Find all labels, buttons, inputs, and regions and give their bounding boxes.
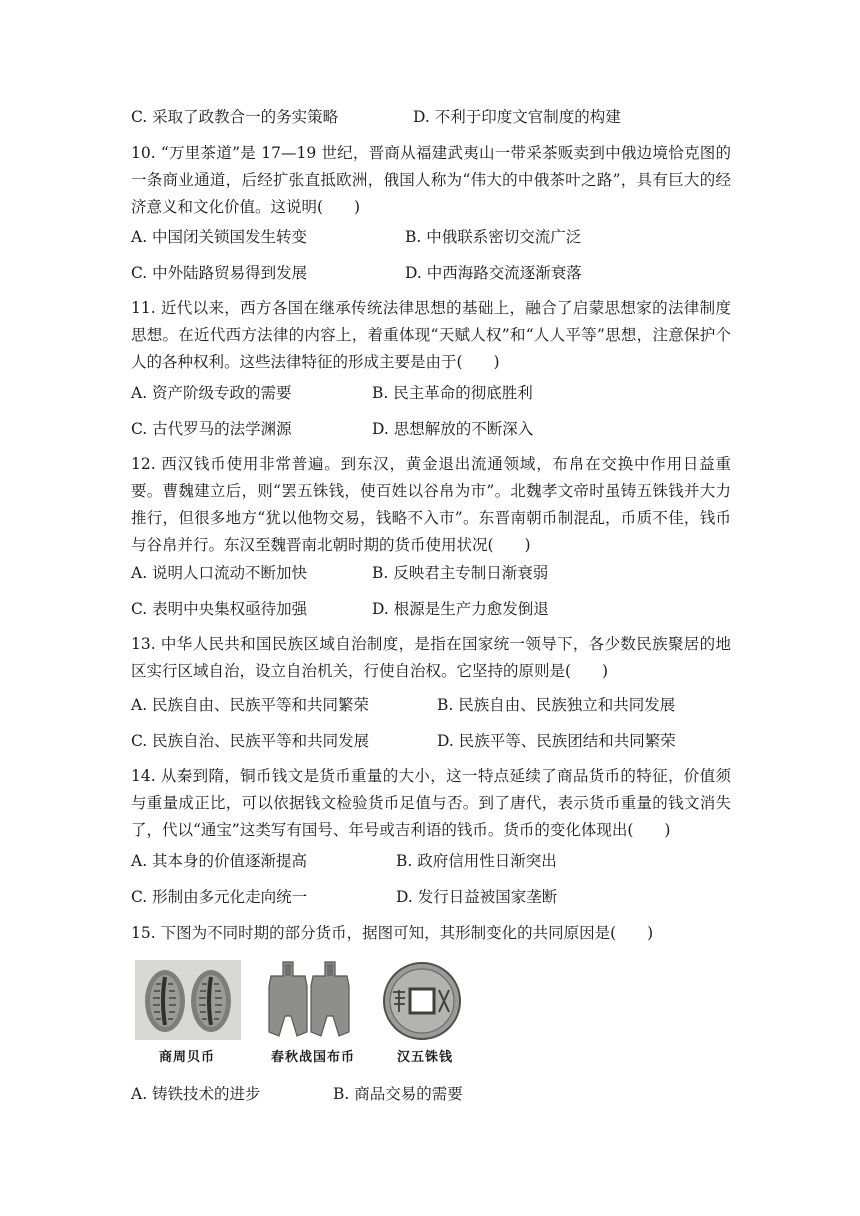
q13-option-d: D. 民族平等、民族团结和共同繁荣: [437, 732, 676, 750]
q13-stem: 13. 中华人民共和国民族区域自治制度，是指在国家统一领导下，各少数民族聚居的地区实行区域自治，设立自治机关，行使自治权。它坚持的原则是( ): [131, 635, 731, 680]
q10-option-d: D. 中西海路交流逐渐衰落: [405, 264, 582, 282]
q14-stem: 14. 从秦到隋，铜币钱文是货币重量的大小，这一特点延续了商品货币的特征，价值须与重量成正比，可以依据钱文检验货币足值与否。到了唐代，表示货币重量的钱文消失了，代以“通宝”这类写有国号、年号或吉利语的钱币。货币的变化体现出( ): [131, 767, 731, 839]
q10-option-b: B. 中俄联系密切交流广泛: [405, 228, 582, 246]
q11-option-a: A. 资产阶级专政的需要: [131, 384, 292, 402]
currency-figure: [131, 958, 471, 1068]
q11-option-b: B. 民主革命的彻底胜利: [372, 384, 533, 402]
q15-stem: 15. 下图为不同时期的部分货币，据图可知，其形制变化的共同原因是( ): [131, 924, 654, 942]
q10-stem: 10. “万里茶道”是 17—19 世纪，晋商从福建武夷山一带采茶贩卖到中俄边境恰克图的一条商业通道，后经扩张直抵欧洲，俄国人称为“伟大的中俄茶叶之路”，具有巨大的经济意义和文化价值。这说明( ): [131, 144, 731, 216]
q15-option-a: A. 铸铁技术的进步: [131, 1085, 261, 1103]
q10-option-a: A. 中国闭关锁国发生转变: [131, 228, 308, 246]
caption-spade-money: 春秋战国布币: [271, 1050, 356, 1065]
q9-option-c: C. 采取了政教合一的务实策略: [131, 108, 339, 126]
q14-option-b: B. 政府信用性日渐突出: [396, 852, 557, 870]
q13-option-c: C. 民族自治、民族平等和共同发展: [131, 732, 370, 750]
q15-option-b: B. 商品交易的需要: [333, 1085, 463, 1103]
spade-money-image: [263, 958, 367, 1042]
q10-option-c: C. 中外陆路贸易得到发展: [131, 264, 308, 282]
q13-option-b: B. 民族自由、民族独立和共同发展: [437, 696, 676, 714]
q11-option-c: C. 古代罗马的法学渊源: [131, 420, 292, 438]
q12-option-b: B. 反映君主专制日渐衰弱: [372, 564, 549, 582]
q12-option-d: D. 根源是生产力愈发倒退: [372, 600, 549, 618]
q12-option-c: C. 表明中央集权亟待加强: [131, 600, 308, 618]
q12-stem: 12. 西汉钱币使用非常普遍。到东汉，黄金退出流通领域，布帛在交换中作用日益重要。曹魏建立后，则“罢五铢钱，使百姓以谷帛为市”。北魏孝文帝时虽铸五铢钱并大力推行，但很多地方“犹以他物交易，钱略不入市”。东晋南朝币制混乱，币质不佳，钱币与谷帛并行。东汉至魏晋南北朝时期的货币使用状况( ): [131, 455, 731, 554]
shell-money-image: [135, 960, 241, 1040]
q12-option-a: A. 说明人口流动不断加快: [131, 564, 308, 582]
caption-wuzhu-coin: 汉五铢钱: [397, 1050, 454, 1065]
q14-option-c: C. 形制由多元化走向统一: [131, 888, 308, 906]
q11-stem: 11. 近代以来，西方各国在继承传统法律思想的基础上，融合了启蒙思想家的法律制度思想。在近代西方法律的内容上，着重体现“天赋人权”和“人人平等”思想，注意保护个人的各种权利。这些法律特征的形成主要是由于( ): [131, 299, 731, 371]
q14-option-d: D. 发行日益被国家垄断: [396, 888, 558, 906]
q13-option-a: A. 民族自由、民族平等和共同繁荣: [131, 696, 370, 714]
q11-option-d: D. 思想解放的不断深入: [372, 420, 534, 438]
wuzhu-coin-image: [381, 960, 463, 1042]
q9-option-d: D. 不利于印度文官制度的构建: [413, 108, 621, 126]
q14-option-a: A. 其本身的价值逐渐提高: [131, 852, 308, 870]
caption-shell-money: 商周贝币: [159, 1050, 216, 1065]
